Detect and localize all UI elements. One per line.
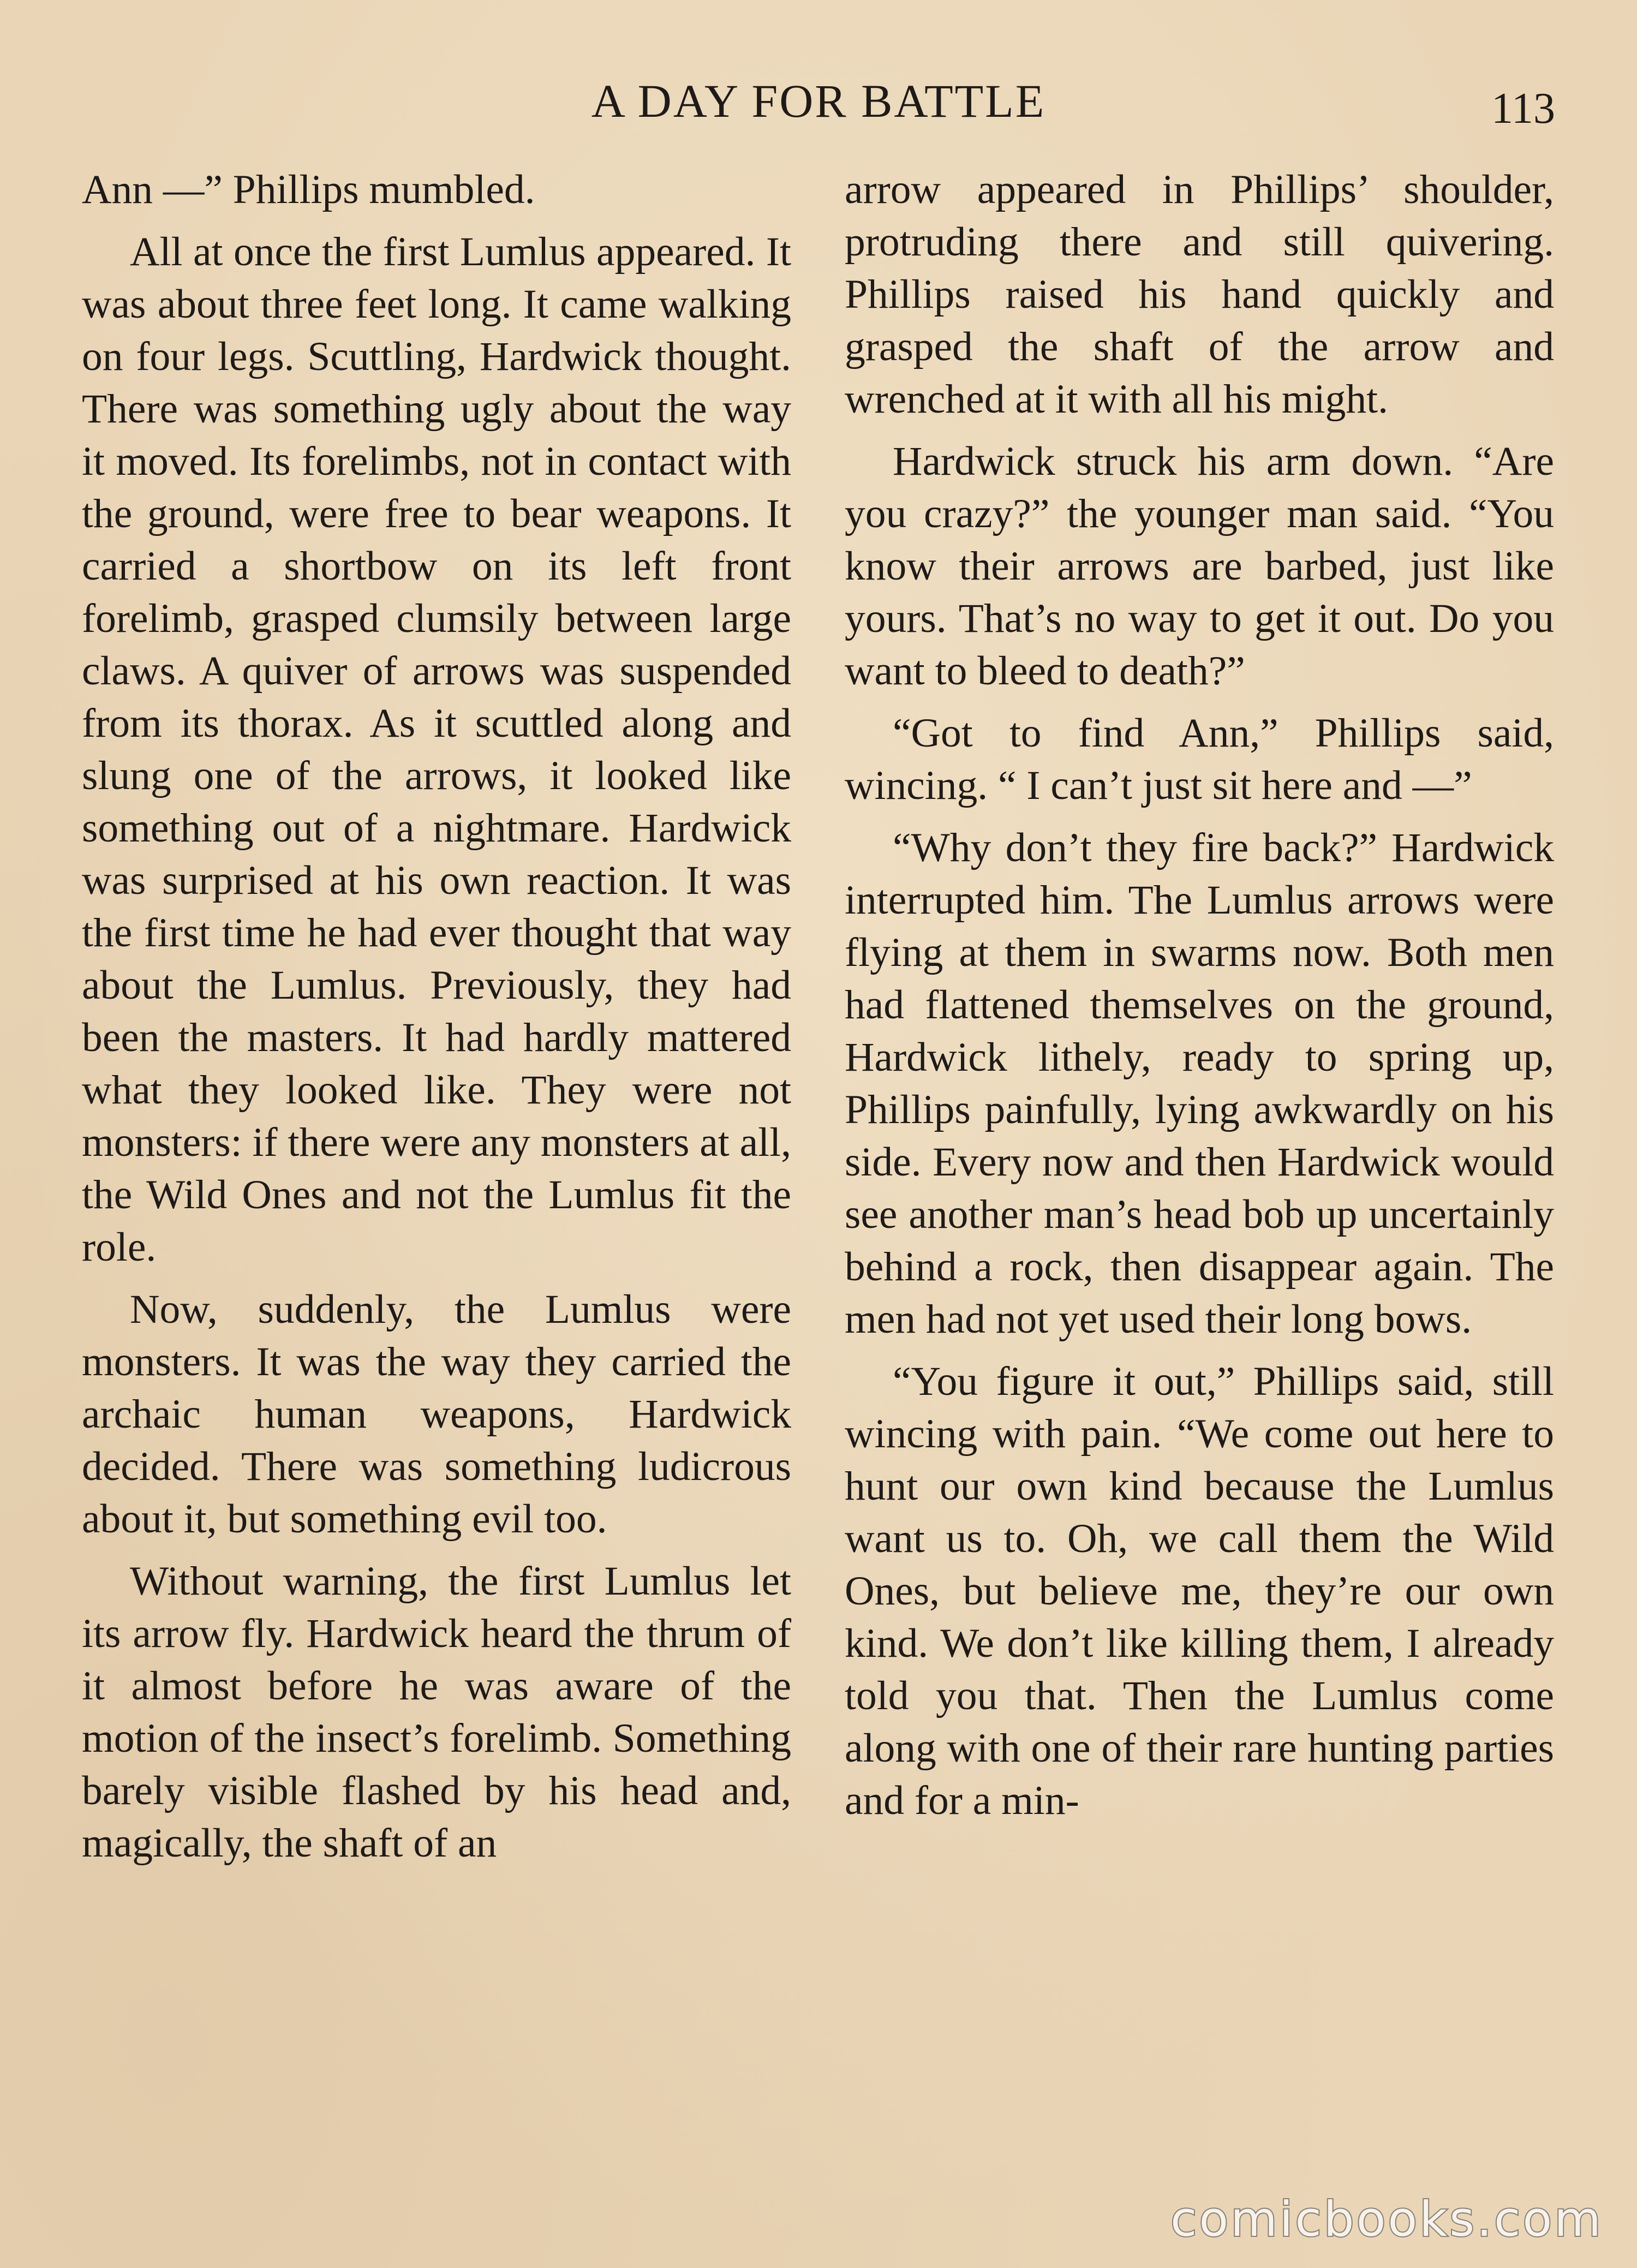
paragraph: “You figure it out,” Phillips said, still wincing with pain. “We come out here to hunt our own kind because the Lumlus want us to. Oh, we call them the Wild Ones, but believe me, they’re our own kind. We don’t like killing them, I already told you that. Then the Lumlus come along with one of their rare hunting parties and for a min- (845, 1359, 1554, 1823)
paragraph: Ann —” Phillips mumbled. (82, 167, 535, 212)
paragraph: arrow appeared in Phillips’ shoulder, protruding there and still quivering. Phillips raised his hand quickly and grasped the shaft of the arrow and wrenched at it with all his might. (845, 167, 1554, 422)
text-column-right (845, 164, 1554, 1837)
running-title: A DAY FOR BATTLE (591, 75, 1046, 127)
page-number: 113 (1491, 85, 1555, 133)
paragraph: Without warning, the first Lumlus let its arrow fly. Hardwick heard the thrum of it almost before he was aware of the motion of the insect’s forelimb. Something barely visible flashed by his head and, magically, the shaft of an (82, 1559, 791, 1866)
paragraph: All at once the first Lumlus appeared. It was about three feet long. It came walking on four legs. Scuttling, Hardwick thought. There was something ugly about the way it moved. Its forelimbs, not in contact with the ground, were free to bear weapons. It carried a shortbow on its left front forelimb, grasped clumsily between large claws. A quiver of arrows was suspended from its thorax. As it scuttled along and slung one of the arrows, it looked like something out of a nightmare. Hardwick was surprised at his own reaction. It was the first time he had ever thought that way about the Lumlus. Previously, they had been the masters. It had hardly mattered what they looked like. They were not monsters: if there were any monsters at all, the Wild Ones and not the Lumlus fit the role. (82, 229, 791, 1270)
watermark: comicbooks.com (1170, 2191, 1603, 2247)
paragraph: Now, suddenly, the Lumlus were monsters. It was the way they carried the archaic human weapons, Hardwick decided. There was something ludicrous about it, but something evil too. (82, 1287, 791, 1542)
text-column-left (82, 164, 791, 1879)
paragraph: “Got to find Ann,” Phillips said, wincing. “ I can’t just sit here and —” (845, 711, 1554, 808)
paragraph: Hardwick struck his arm down. “Are you crazy?” the younger man said. “You know their arrows are barbed, just like yours. That’s no way to get it out. Do you want to bleed to death?” (845, 439, 1554, 694)
paragraph: “Why don’t they fire back?” Hardwick interrupted him. The Lumlus arrows were flying at them in swarms now. Both men had flattened themselves on the ground, Hardwick lithely, ready to spring up, Phillips painfully, lying awkwardly on his side. Every now and then Hardwick would see another man’s head bob up uncertainly behind a rock, then disappear again. The men had not yet used their long bows. (845, 825, 1554, 1342)
page-header (0, 71, 1637, 131)
